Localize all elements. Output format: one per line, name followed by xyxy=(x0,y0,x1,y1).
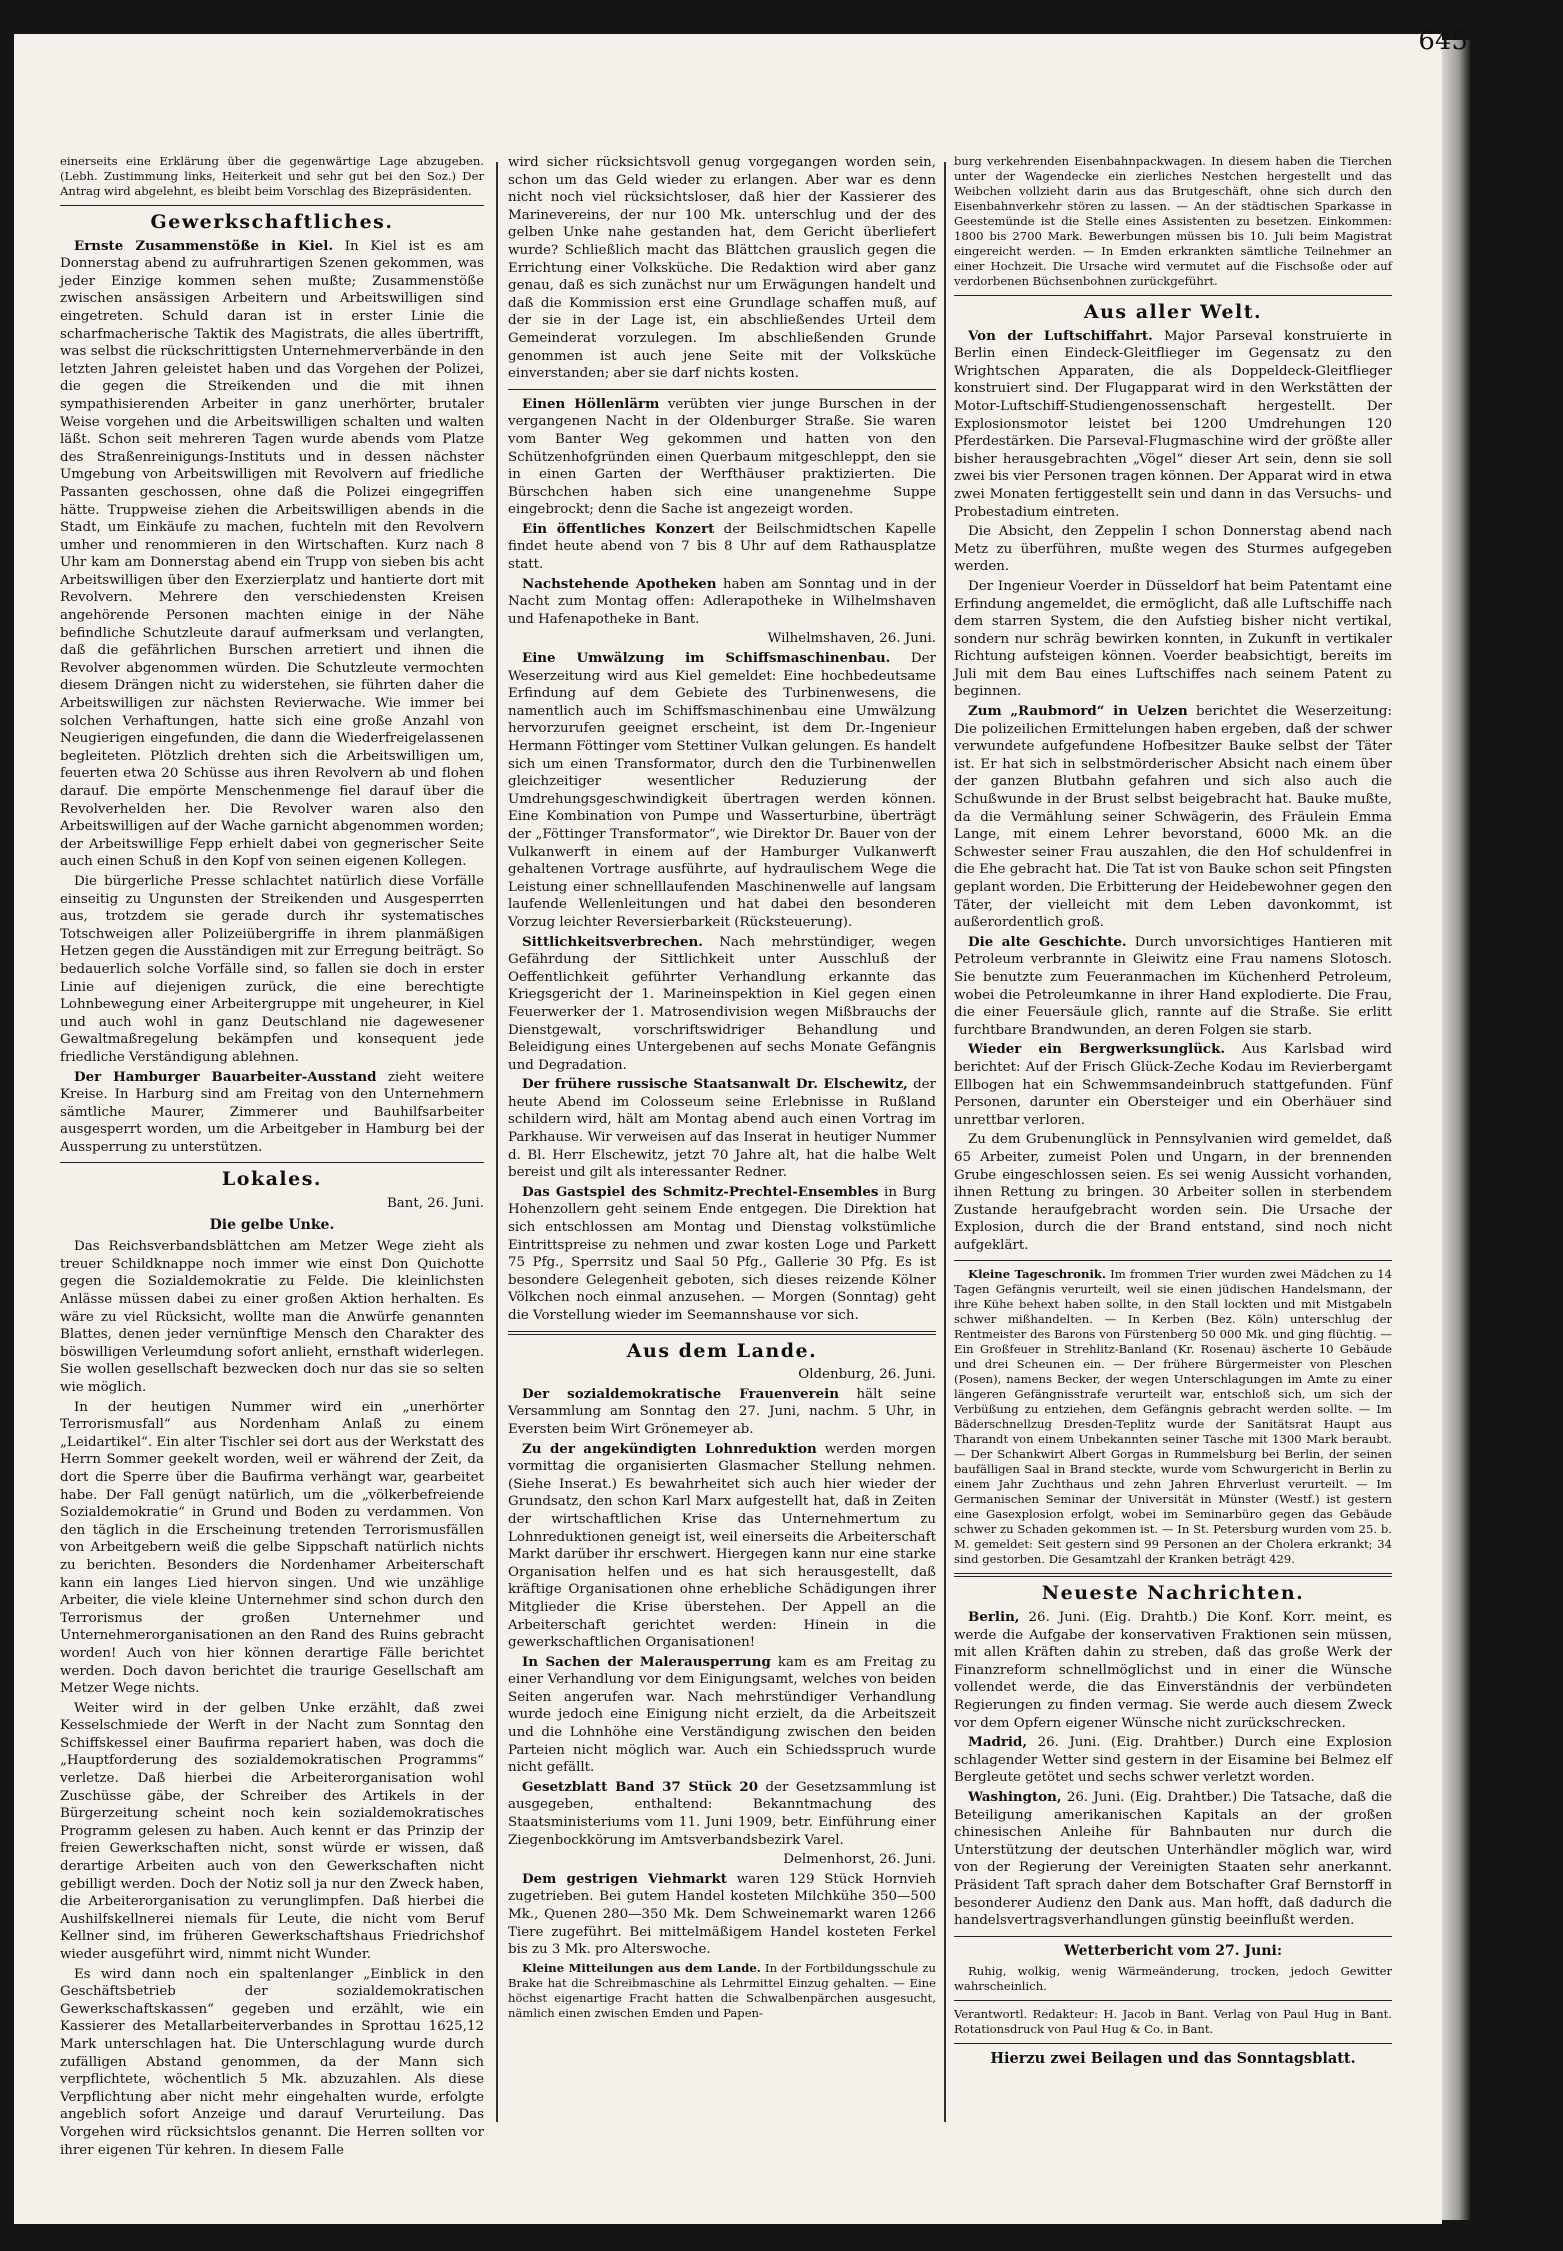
dateline: Delmenhorst, 26. Juni. xyxy=(783,1852,936,1868)
newspaper-page xyxy=(14,34,1442,2224)
divider xyxy=(954,2043,1392,2044)
imprint: Verantwortl. Redakteur: H. Jacob in Bant. Verlag von Paul Hug in Bant. Rotationsdruck von Paul Hug & Co. in Bant. xyxy=(954,2007,1392,2037)
column-1 xyxy=(60,154,484,2161)
article-paragraph: wird sicher rücksichtsvoll genug vorgegangen worden sein, schon um das Geld wieder zu erlangen. Aber war es denn nicht noch viel rücksichtsloser, daß hier der Kassierer des Marinevereins, der nur 100 Mk. unterschlug und der des gelben Unke nahe gestanden hat, dem Gericht überliefert wurde? Schließlich macht das Blättchen grauslich gegen die Errichtung einer Volksküche. Die Redaktion wird aber ganz genau, daß es sich zunächst nur um Erwägungen handelt und daß die Kommission erst eine Grundlage schaffen muß, auf der sie in der Lage ist, ein abschließendes Urteil dem Gemeinderat vorzulegen. Im abschließenden Grunde genommen ist auch jene Seite mit der Volksküche einverstanden; aber sie darf nichts kosten. xyxy=(508,155,936,382)
article-paragraph: burg verkehrenden Eisenbahnpackwagen. In diesem haben die Tierchen unter der Wagendecke ein zierliches Nestchen hergestellt und das Weibchen vollzieht darin aus das Brutgeschäft, ohne sich durch den Eisenbahnverkehr stören zu lassen. — An der städtischen Sparkasse in Geestemünde ist die Stelle eines Assistenten zu besetzen. Einkommen: 1800 bis 2700 Mark. Bewerbungen müssen bis 10. Juli beim Magistrat eingereicht werden. — In Emden erkrankten sämtliche Teilnehmer an einer Hochzeit. Die Ursache wird vermutet auf die Fischsoße oder auf verdorbenen Büchsenbohnen zurückgeführt. xyxy=(954,154,1392,288)
article-gastspiel xyxy=(508,1184,936,1325)
article-kleine-mitteilungen xyxy=(508,1961,936,2021)
article-body: Nach mehrstündiger, wegen Gefährdung der Sittlichkeit unter Ausschluß der Oeffentlichkeit geführter Verhandlung erkannte das Kriegsgericht der 1. Marineinspektion in Kiel gegen einen Feuerwerker der 1. Matrosendivision wegen Mißbrauchs der Dienstgewalt, vorschriftswidriger Behandlung und Beleidigung eines Untergebenen auf sechs Monate Gefängnis und Degradation. xyxy=(508,934,936,1073)
article-paragraph: Das Reichsverbandsblättchen am Metzer Wege zieht als treuer Schildknappe noch immer wie einst Don Quichotte gegen die Sozialdemokratie zu Felde. Die kleinlichsten Anlässe müssen dabei zu einer großen Aktion herhalten. Es wäre zu viel Rücksicht, wollte man die Anwürfe genannten Blattes, denen jeder vernünftige Mensch den Charakter des böswilligen Verleumdung sofort anlieht, ernsthaft widerlegen. Sie wollen gesellschaft bezwecken doch nur das sie so selten wie möglich. xyxy=(60,1239,484,1395)
page-number: 645 xyxy=(1418,26,1468,56)
article-berlin xyxy=(954,1609,1392,1732)
divider xyxy=(954,295,1392,296)
article-bergwerk xyxy=(954,1041,1392,1129)
article-lead: Kleine Tageschronik. xyxy=(968,1267,1106,1282)
dateline: Bant, 26. Juni. xyxy=(386,1196,484,1212)
article-body: hält seine Versammlung am Sonntag den 27. Juni, nachm. 5 Uhr, in Eversten beim Wirt Grönemeyer ab. xyxy=(508,1386,937,1437)
article-body: 26. Juni. (Eig. Drahtber.) Durch eine Explosion schlagender Wetter sind gestern in der Eisamine bei Belmez elf Bergleute getötet und sechs schwer verletzt worden. xyxy=(954,1735,1392,1786)
article-sittlichkeit xyxy=(508,934,936,1075)
article-lead: Der Hamburger Bauarbeiter-Ausstand xyxy=(74,1068,377,1085)
dateline: Wilhelmshaven, 26. Juni. xyxy=(767,631,936,647)
article-lead: Washington, xyxy=(968,1789,1062,1805)
divider xyxy=(954,2000,1392,2001)
article-presse: Die bürgerliche Presse schlachtet natürlich diese Vorfälle einseitig zu Ungunsten der Streikenden und Ausgesperrten aus, trotzdem sie gerade durch ihr systematisches Totschweigen aller Polizeiübergriffe in ihrem planmäßigen Hetzen gegen die Ausständigen mit zur Erregung beiträgt. So bedauerlich solche Vorfälle sind, so fallen sie doch in erster Linie auf diejenigen zurück, die eine berechtigte Lohnbewegung einer Arbeitergruppe mit ungeheurer, in Kiel und auch wohl in ganz Deutschland nie dagewesener Gewaltmaßregelung bekämpfen und konsequent jede friedliche Verständigung ablehnen. xyxy=(60,873,484,1065)
article-paragraph: In der heutigen Nummer wird ein „unerhörter Terrorismusfall“ aus Nordenham Anlaß zu einem „Leidartikel“. Ein alter Tischler sei dort aus der Werkstatt des Herrn Sommer geekelt worden, weil er während der Zeit, da dort die Sperre über die Baufirma verhängt war, gearbeitet habe. Der Fall genügt natürlich, um die „völkerbefreiende Sozialdemokratie“ in Grund und Boden zu verdammen. Von den täglich in die Erscheinung tretenden Terrorismusfällen von Arbeitgebern weiß die gelbe Sippschaft natürlich nichts zu berichten. Besonders die Nordenhamer Arbeiterschaft kann ein langes Lied hiervon singen. Und wie unzählige Arbeiter, die viele kleine Unternehmer sind schon durch den Terrorismus der großen Unternehmer und Unternehmerorganisationen an den Rand des Ruins gebracht worden! Auch von hier können derartige Fälle berichtet werden. Doch davon berichtet die traurige Gesellschaft am Metzer Wege nichts. xyxy=(60,1399,484,1697)
article-lead: Das Gastspiel des Schmitz-Prechtel-Ensembles xyxy=(522,1183,879,1200)
article-lead: Kleine Mitteilungen aus dem Lande. xyxy=(522,1960,761,1975)
article-hamburg xyxy=(60,1069,484,1157)
article-lead: Zum „Raubmord“ in Uelzen xyxy=(968,703,1188,720)
intro-paragraph: einerseits eine Erklärung über die gegenwärtige Lage abzugeben. (Lebh. Zustimmung links, Heiterkeit und sehr gut bei den Soz.) Der Antrag wird abgelehnt, es bleibt beim Vorschlag des Bizepräsidenten. xyxy=(60,154,484,198)
article-washington xyxy=(954,1789,1392,1930)
article-body: der Gesetzsammlung ist ausgegeben, enthaltend: Bekanntmachung des Staatsministeriums vom 11. Juni 1909, betr. Einführung einer Ziegenbockkörung im Amtsverbandsbezirk Varel. xyxy=(508,1779,936,1848)
section-heading-lokales: Lokales. xyxy=(221,1168,323,1191)
article-lead: Die alte Geschichte. xyxy=(968,933,1127,950)
section-heading-aus-dem-lande: Aus dem Lande. xyxy=(626,1339,818,1362)
article-body: haben am Sonntag und in der Nacht zum Montag offen: Adlerapotheke in Wilhelmshaven und Hafenapotheke in Bant. xyxy=(508,576,936,627)
article-paragraph: Der Ingenieur Voerder in Düsseldorf hat beim Patentamt eine Erfindung angemeldet, die ermöglicht, daß alle Luftschiffe nach dem starren System, die den Aufstieg bisher nicht vertikal, sondern nur schräg bewirken konnten, in Zukunft in vertikaler Richtung aufsteigen können. Voerder beabsichtigt, bereits im Juli mit dem Bau eines Luftschiffes nach seinem Patent zu beginnen. xyxy=(954,578,1392,700)
article-paragraph: Die Absicht, den Zeppelin I schon Donnerstag abend nach Metz zu überführen, mußte wegen des Sturmes aufgegeben werden. xyxy=(954,524,1392,575)
article-body: kam es am Freitag zu einer Verhandlung vor dem Einigungsamt, welches von beiden Seiten angerufen war. Nach mehrstündiger Verhandlung wurde jedoch eine Einigung nicht erzielt, da die Arbeitszeit und die Lohnhöhe eine Verständigung zwischen den beiden Parteien nicht möglich war. Auch ein Schiedsspruch wurde nicht gefällt. xyxy=(508,1654,936,1776)
article-body: waren 129 Stück Hornvieh zugetrieben. Bei gutem Handel kosteten Milchkühe 350—500 Mk., Quenen 280—350 Mk. Dem Schweinemarkt waren 1266 Tiere zugeführt. Bei mittelmäßigem Handel kosteten Ferkel bis zu 3 Mk. pro Alterswoche. xyxy=(508,1871,936,1958)
weather-heading: Wetterbericht vom 27. Juni: xyxy=(1064,1942,1282,1959)
article-konzert xyxy=(508,521,936,574)
column-rule xyxy=(496,162,498,2122)
article-paragraph: Weiter wird in der gelben Unke erzählt, daß zwei Kesselschmiede der Werft in der Nacht zum Sonntag den Schiffskessel einer Baufirma repariert haben, was doch die „Hauptforderung des sozialdemokratischen Programms“ verletze. Daß hierbei die Arbeiterorganisation wohl Zuschüsse gäbe, der Schreiber des Artikels in der Bürgerzeitung scheint noch kein sozialdemokratisches Programm gelesen zu haben. Auch kennt er das Prinzip der freien Gewerkschaften nicht, sonst würde er wissen, daß derartige Arbeiten auch von den Gewerkschaften nicht gebilligt werden. Doch der Notiz soll ja nur den Zweck haben, die Arbeiterorganisation zu verunglimpfen. Daß hierbei die Aushilfskellnerei niemals für Leute, die nicht vom Beruf Kellner sind, im früheren Gewerkschaftshaus Friedrichshof wieder ausgeführt wird, nimmt nicht Wunder. xyxy=(60,1700,484,1962)
section-heading-neueste-nachrichten: Neueste Nachrichten. xyxy=(1041,1582,1305,1605)
article-tageschronik xyxy=(954,1267,1392,1567)
article-madrid xyxy=(954,1734,1392,1787)
column-rule xyxy=(944,162,946,2122)
article-luftschiffahrt xyxy=(954,328,1392,522)
article-lead: Eine Umwälzung im Schiffsmaschinenbau. xyxy=(522,650,891,667)
article-lead: Wieder ein Bergwerksunglück. xyxy=(968,1041,1226,1058)
article-frauenverein xyxy=(508,1386,936,1439)
article-lead: Gesetzblatt Band 37 Stück 20 xyxy=(522,1778,759,1795)
dateline: Oldenburg, 26. Juni. xyxy=(798,1367,936,1383)
divider xyxy=(954,1260,1392,1261)
article-lead: Madrid, xyxy=(968,1734,1028,1751)
article-body: der Beilschmidtschen Kapelle findet heute abend von 7 bis 8 Uhr auf dem Rathausplatze statt. xyxy=(508,521,936,573)
article-body: Aus Karlsbad wird berichtet: Auf der Frisch Glück-Zeche Kodau im Revierbergamt Ellbogen hat ein Schwemmsandeinbruch stattgefunden. Fünf Personen, darunter ein Obersteiger und ein Oberhäuer sind unrettbar verloren. xyxy=(954,1042,1392,1128)
article-umwaelzung xyxy=(508,650,936,932)
article-body: verübten vier junge Burschen in der vergangenen Nacht in der Oldenburger Straße. Sie waren vom Banter Weg gekommen und hatten von den Schützenhofgründen einen Querbaum mitgeschleppt, den sie in einen Garten der Werfthäuser praktizierten. Die Bürschchen haben sich eine unangenehme Suppe eingebrockt; denn die Sache ist angezeigt worden. xyxy=(508,396,936,518)
article-body: In der Fortbildungsschule zu Brake hat die Schreibmaschine als Lehrmittel Einzug gehalten. — Eine höchst eigenartige Fracht hatten die Schwalbenpärchen ausgesucht, nämlich einen zwischen Emden und Papen- xyxy=(508,1960,936,2020)
divider xyxy=(954,1573,1392,1577)
article-gesetzblatt xyxy=(508,1779,936,1849)
article-paragraph: Es wird dann noch ein spaltenlanger „Einblick in den Geschäftsbetrieb der sozialdemokratischen Gewerkschaftskassen“ gegeben und erzählt, wie ein Kassierer des Metallarbeiterverbandes in Sprottau 1625,12 Mark unterschlagen hat. Die Unterschlagung wurde durch zufälligen Abstand genommen, da der Mann sich verpflichtete, wöchentlich 5 Mk. abzuzahlen. Als diese Verpflichtung aber nicht mehr eingehalten wurde, erfolgte angeblich sofort Anzeige und darauf Verurteilung. Das Vorgehen wird rücksichtslos genannt. Die Herren sollten vor ihrer eigenen Tür kehren. In diesem Falle xyxy=(60,1966,484,2158)
article-body: Der Weserzeitung wird aus Kiel gemeldet: Eine hochbedeutsame Erfindung auf dem Gebiete des Turbinenwesens, die namentlich auch im Schiffsmaschinenbau eine Umwälzung hervorzurufen geeignet erscheint, ist dem Dr.-Ingenieur Hermann Föttinger vom Stettiner Vulkan gelungen. Es handelt sich um einen Transformator, durch den die Turbinenwellen gleichzeitiger wesentlicher Reduzierung der Umdrehungsgeschwindigkeit übertragen werden können. Eine Kombination von Pumpe und Wasserturbine, überträgt der „Föttinger Transformator“, wie Direktor Dr. Bauer von der Vulkanwerft in einem auf der Hamburger Vulkanwerft gehaltenen Vortrage ausführte, auf hydraulischem Wege die Leistung einer schnelllaufenden Maschinenwelle auf langsam laufende Wellenleitungen und hat dabei den besonderen Vorzug leichter Reversierbarkeit (Rücksteuerung). xyxy=(508,651,936,930)
divider xyxy=(60,205,484,206)
article-alte-geschichte xyxy=(954,934,1392,1040)
divider xyxy=(508,1331,936,1335)
article-staatsanwalt xyxy=(508,1076,936,1182)
divider xyxy=(60,1162,484,1163)
column-2 xyxy=(508,154,936,2023)
section-heading-aus-aller-welt: Aus aller Welt. xyxy=(1083,301,1263,323)
article-lead: Ernste Zusammenstöße in Kiel. xyxy=(74,237,334,254)
article-lead: Ein öffentliches Konzert xyxy=(522,520,715,537)
article-body: zieht weitere Kreise. In Harburg sind am Freitag von den Unternehmern sämtliche Maurer, Zimmerer und Bauhilfsarbeiter ausgesperrt worden, um die Arbeitgeber in Hamburg bei der Aussperrung zu unterstützen. xyxy=(60,1069,484,1155)
divider xyxy=(508,389,936,390)
article-lohnreduktion xyxy=(508,1441,936,1652)
page-edge xyxy=(1442,40,1470,2220)
article-lead: In Sachen der Malerausperrung xyxy=(522,1653,771,1670)
article-lead: Der sozialdemokratische Frauenverein xyxy=(522,1385,839,1402)
article-lead: Der frühere russische Staatsanwalt Dr. Elschewitz, xyxy=(522,1076,908,1093)
weather-text: Ruhig, wolkig, wenig Wärmeänderung, trocken, jedoch Gewitter wahrscheinlich. xyxy=(954,1964,1392,1994)
article-lead: Zu der angekündigten Lohnreduktion xyxy=(522,1440,817,1457)
article-viehmarkt xyxy=(508,1871,936,1959)
article-body: Im frommen Trier wurden zwei Mädchen zu 14 Tagen Gefängnis verurteilt, weil sie einen jüdischen Handelsmann, der ihre Kühe behext haben sollte, in den Stall lockten und mit Mistgabeln schwer mißhandelten. — In Kerben (Bez. Köln) unterschlug der Rentmeister des Barons von Fürstenberg 50 000 Mk. und ging flüchtig. — Ein Großfeuer in Strehlitz-Banland (Kr. Rosenau) äscherte 10 Gebäude und drei Scheunen ein. — Der frühere Bürgermeister von Pleschen (Posen), namens Becker, der wegen Unterschlagungen im Amte zu einer längeren Gefängnisstrafe verurteilt war, entschloß sich, um sich der Verbüßung zu entziehen, dem Gefängnis gebracht werden sollte. — Im Bäderschnellzug Dresden-Teplitz wurde der Sanitätsrat Haupt aus Tharandt von einem Unbekannten seiner Tasche mit 1300 Mark beraubt. — Der Schankwirt Albert Gorgas in Rummelsburg bei Berlin, der seinen baufälligen Saal in Brand steckte, wurde vom Schwurgericht in Berlin zu einem Jahr Zuchthaus und zehn Jahren Ehrverlust verurteilt. — Im Germanischen Seminar der Universität in Münster (Westf.) ist gestern eine Gasexplosion erfolgt, wobei im Seminarbüro gegen das Gebäude schwer zu Schaden gekommen ist. — In St. Petersburg wurden vom 25. b. M. gemeldet: Seit gestern sind 99 Personen an der Cholera erkrankt; 34 sind gestorben. Die Gesamtzahl der Kranken beträgt 429. xyxy=(954,1267,1392,1567)
article-lead: Dem gestrigen Viehmarkt xyxy=(522,1870,727,1887)
article-lead: Berlin, xyxy=(968,1609,1020,1626)
article-hoellenlaerm xyxy=(508,396,936,519)
article-body: der heute Abend im Colosseum seine Erlebnisse in Rußland schildern wird, hält am Montag abend auch einen Vortrag im Parkhause. Wir verweisen auf das Inserat in heutiger Nummer d. Bl. Herr Elschewitz, jetzt 70 Jahre alt, hat die halbe Welt bereist und gilt als interessanter Redner. xyxy=(508,1077,936,1181)
article-body: Durch unvorsichtiges Hantieren mit Petroleum verbrannte in Gleiwitz eine Frau namens Slotosch. Sie benutzte zum Feueranmachen im Küchenherd Petroleum, wobei die Petroleumkanne in ihrer Hand explodierte. Die Frau, die einer Feuersäule glich, rannte auf die Straße. Sie erlitt furchtbare Brandwunden, an deren Folgen sie starb. xyxy=(954,934,1392,1038)
article-lead: Nachstehende Apotheken xyxy=(522,575,717,592)
article-malerausperrung xyxy=(508,1654,936,1777)
column-3 xyxy=(954,154,1392,2068)
article-body: 26. Juni. (Eig. Drahtber.) Die Tatsache, daß die Beteiligung amerikanischen Kapitals an der großen chinesischen Anleihe für Bahnbauten nur durch die Unterstützung der deutschen Unterhändler möglich war, wird von der Regierung der Vereinigten Staaten sehr anerkannt. Präsident Taft sprach daher dem Botschafter Graf Bernstorff in besonderer Audienz den Dank aus. Man hofft, daß dadurch die handelsvertragsverhandlungen günstig beeinflußt werden. xyxy=(954,1790,1392,1929)
article-body: In Kiel ist es am Donnerstag abend zu aufruhrartigen Szenen gekommen, was jeder Einzige kommen sehen mußte; Zusammenstöße zwischen ansässigen Arbeitern und Arbeitswilligen sind eingetreten. Schuld daran ist in erster Linie die scharfmacherische Taktik des Magistrats, die alles übertrifft, was selbst die rückschrittigsten Unternehmerverbände in den letzten Jahren geleistet haben und das Vorgehen der Polizei, die gegen die Streikenden und die mit ihnen sympathisierenden Arbeiter in ganz unerhörter, brutaler Weise vorgehen und die Arbeitswilligen schalten und walten läßt. Schon seit mehreren Tagen wurde abends vom Platze des Straßenreinigungs-Instituts und in dessen nächster Umgebung von Arbeitswilligen mit Revolvern auf friedliche Passanten geschossen, ohne daß die Polizei eingegriffen hätte. Truppweise ziehen die Arbeitswilligen abends in die Stadt, um Einkäufe zu machen, fuchteln mit den Revolvern umher und renommieren in den Wirtschaften. Kurz nach 8 Uhr kam am Donnerstag abend ein Trupp von sieben bis acht Arbeitswilligen über den Exerzierplatz und hantierte dort mit Revolvern. Mehrere den verschiedensten Kreisen angehörende Personen machten einige in der Nähe befindliche Schutzleute darauf aufmerksam und verlangten, daß die gefährlichen Burschen arretiert und ihnen die Revolver abgenommen würden. Die Schutzleute vermochten diesem Drängen nicht zu widerstehen, sie führten daher die Arbeitswilligen zur nächsten Revierwache. Wie immer bei solchen Verhaftungen, hatte sich eine große Anzahl von Neugierigen eingefunden, die dann die Wiederfreigelassenen begleiteten. Plötzlich drehten sich die Arbeitswilligen um, feuerten etwa 20 Schüsse aus ihren Revolvern ab und flohen darauf. Die empörte Menschenmenge fiel darauf über die Revolverhelden her. Die Revolver waren also den Arbeitswilligen auf der Wache garnicht abgenommen worden; der Arbeitswillige Fepp erhielt dabei von gegnerischer Seite auch einen Schuß in den Kopf von seinen eigenen Kollegen. xyxy=(60,238,484,870)
article-body: 26. Juni. (Eig. Drahtb.) Die Konf. Korr. meint, es werde die Aufgabe der konservativen Fraktionen sein müssen, mit allen Kräften dahin zu streben, daß das große Werk der Finanzreform schnellmöglichst und in einer die Wünsche vollendet werde, die das Einverständnis der verbündeten Regierungen zu finden vermag. Sie werde auch diesem Zweck vor dem Opfern eigener Wünsche nicht zurückschrecken. xyxy=(954,1610,1392,1731)
article-body: berichtet die Weserzeitung: Die polizeilichen Ermittelungen haben ergeben, daß der schwer verwundete aufgefundene Hofbesitzer Bauke selbst der Täter ist. Er hat sich in selbstmörderischer Absicht nach einem über der ganzen Blutbahn gefahren und sich also auch die Schußwunde in der Brust selbst beigebracht hat. Bauke mußte, da die Vermählung seiner Schwägerin, des Fräulein Emma Lange, mit einem Lehrer bevorstand, 6000 Mk. an die Schwester seiner Frau auszahlen, die den Hof schuldenfrei in die Ehe gebracht hat. Die Tat ist von Bauke schon seit Pfingsten geplant worden. Die Erbitterung der Heidebewohner gegen den Täter, der vielleicht mit dem Leben davonkommt, ist außerordentlich groß. xyxy=(954,704,1392,931)
section-heading-gewerkschaftliches: Gewerkschaftliches. xyxy=(150,211,394,233)
article-body: Major Parseval konstruierte in Berlin einen Eindeck-Gleitflieger im Gegensatz zu den Wrightschen Apparaten, die als Doppeldeck-Gleitflieger konstruiert sind. Der Flugapparat wird in den Werkstätten der Motor-Luftschiff-Studiengenossenschaft hergestellt. Der Explosionsmotor leistet bei 1200 Umdrehungen 120 Pferdestärken. Die Parseval-Flugmaschine wird der größte aller bisher herausgebrachten „Vögel“ dieser Art sein, denn sie soll zwei bis vier Personen tragen können. Der Apparat wird in etwa zwei Monaten fertiggestellt sein und dann in das Versuchs- und Probestadium eintreten. xyxy=(954,328,1392,520)
supplements-note: Hierzu zwei Beilagen und das Sonntagsblatt. xyxy=(990,2050,1356,2068)
article-body: werden morgen vormittag die organisierten Glasmacher Stellung nehmen. (Siehe Inserat.) Es bewahrheitet sich auch hier wieder der Grundsatz, den schon Karl Marx aufgestellt hat, daß in Zeiten der wirtschaftlichen Krise das Unternehmertum zu Lohnreduktionen geneigt ist, weil einerseits die Arbeiterschaft Markt darüber ihr erschwert. Hiergegen kann nur eine starke Organisation helfen und es hat sich herausgestellt, daß kräftige Organisationen ohne erhebliche Schädigungen ihrer Mitglieder die Krise überstehen. Der Appell an die Arbeiterschaft gerichtet werden: Hinein in die gewerkschaftlichen Organisationen! xyxy=(508,1441,936,1651)
article-paragraph: Zu dem Grubenunglück in Pennsylvanien wird gemeldet, daß 65 Arbeiter, zumeist Polen und Ungarn, in der brennenden Grube eingeschlossen seien. Es sei wenig Aussicht vorhanden, ihnen Rettung zu bringen. 30 Arbeiter sollen in sterbendem Zustande heraufgebracht worden sein. Die Ursache der Explosion, durch die der Brand entstand, sind noch nicht aufgeklärt. xyxy=(954,1132,1392,1253)
article-lead: Sittlichkeitsverbrechen. xyxy=(522,933,703,950)
article-heading-unke: Die gelbe Unke. xyxy=(209,1216,335,1233)
article-apotheken xyxy=(508,576,936,629)
article-raubmord xyxy=(954,703,1392,932)
article-body: in Burg Hohenzollern geht seinem Ende entgegen. Die Direktion hat sich entschlossen am Montag und Dienstag volkstümliche Eintrittspreise zu nehmen und zwar kosten Loge und Parkett 75 Pfg., Sperrsitz und Saal 50 Pfg., Gallerie 30 Pfg. Es ist besondere Gelegenheit geboten, sich dieses reizende Kölner Völkchen noch einmal anzusehen. — Morgen (Sonntag) geht die Vorstellung wieder im Seemannshause vor sich. xyxy=(508,1184,936,1323)
article-lead: Von der Luftschiffahrt. xyxy=(968,327,1153,344)
article-lead: Einen Höllenlärm xyxy=(522,395,660,412)
divider xyxy=(954,1936,1392,1937)
article-kiel xyxy=(60,238,484,871)
